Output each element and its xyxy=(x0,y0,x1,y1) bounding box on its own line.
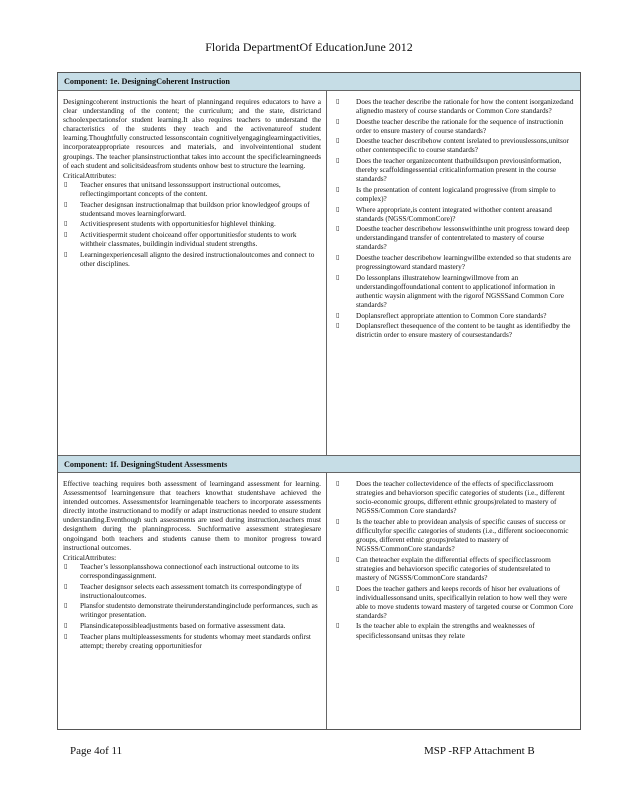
bullet-icon: ▯ xyxy=(64,582,68,590)
list-item: ▯ Is the presentation of content logicaland progressive (from simple to complex)? xyxy=(336,184,556,203)
list-item: ▯ Does the teacher gathers and keeps records of hisor her evaluations of individuallessonsand units, specificallyin relation to how well they were able to move students toward mastery of targeted course or Common Core standards? xyxy=(336,583,574,620)
list-item: ▯ Learningexperiencesall alignto the desired instructionaloutcomes and connect to other disciplines. xyxy=(64,249,315,268)
bullet-icon: ▯ xyxy=(64,230,68,238)
list-item: ▯ Doesthe teacher describe the rationale for the sequence of instructionin order to ensure mastery of course standards? xyxy=(336,116,564,135)
component-1e-description xyxy=(63,97,321,453)
list-item: ▯ Doplansreflect thesequence of the content to be taught as identifiedby the districtin order to ensure mastery of coursestandards? xyxy=(336,321,571,340)
bullet-icon: ▯ xyxy=(336,117,340,125)
list-item: ▯ Teacher ensures that unitsand lessonssupport instructional outcomes, reflectingimportant concepts of the content. xyxy=(64,179,281,198)
column-divider xyxy=(326,91,327,455)
bullet-icon: ▯ xyxy=(336,225,340,233)
bullet-icon: ▯ xyxy=(336,137,340,145)
list-item: ▯ Teacher designsor selects each assessment tomatch its correspondingtype of instructionaloutcomes. xyxy=(64,581,302,600)
bullet-icon: ▯ xyxy=(64,250,68,258)
list-item: ▯ Can theteacher explain the differential effects of specificclassroom strategies and behaviorson specific categories of studentsrelated to mastery of NGSSS/CommonCore standards? xyxy=(336,554,551,582)
list-item: ▯ Teacher plans multipleassessments for students whomay meet standards onfirst attempt; thereby creating opportunitiesfor xyxy=(64,631,311,650)
component-1f-description xyxy=(63,479,321,727)
bullet-icon: ▯ xyxy=(336,622,340,630)
bullet-icon: ▯ xyxy=(336,185,340,193)
list-item: ▯ Doplansreflect appropriate attention to Common Core standards? xyxy=(336,310,547,320)
column-divider xyxy=(326,473,327,729)
list-item: ▯ Teacher designsan instructionalmap that buildson prior knowledgeof groups of studentsand moves learningforward. xyxy=(64,199,310,218)
bullet-icon: ▯ xyxy=(64,562,68,570)
bullet-icon: ▯ xyxy=(336,584,340,592)
component-1e-questions xyxy=(334,97,574,453)
list-item: ▯ Does the teacher collectevidence of the effects of specificclassroom strategies and behaviorson specific categories of students (i.e., different socio-economic groups, different ethnic groups)related to mastery of NGSSS/Common Core standards? xyxy=(336,479,565,516)
rubric-table xyxy=(57,72,581,730)
component-heading-1e: Component: 1e. DesigningCoherent Instruction xyxy=(58,73,580,91)
bullet-icon: ▯ xyxy=(336,517,340,525)
list-item: ▯ Plansfor studentsto demonstrate theirunderstandinginclude performances, such as writingor presentation. xyxy=(64,601,318,620)
page-number: Page 4of 11 xyxy=(70,745,123,757)
list-item: ▯ Does the teacher organizecontent thatbuildsupon previousinformation, thereby scaffoldingessential criticalinformation present in the course standards? xyxy=(336,156,562,184)
question-list xyxy=(334,97,574,339)
bullet-icon: ▯ xyxy=(64,632,68,640)
bullet-icon: ▯ xyxy=(336,254,340,261)
bullet-icon: ▯ xyxy=(64,200,68,208)
critical-attributes-list xyxy=(63,180,321,268)
list-item: ▯ Is the teacher able to providean analysis of specific causes of success or difficultyfor specific categories of students (i.e., different socioeconomic groups, different ethnic groups)related to mastery of NGSSS/CommonCore standards? xyxy=(336,516,569,554)
list-item: ▯ Activitiespresent students with opportunitiesfor highlevel thinking. xyxy=(64,219,276,229)
component-1f-intro: Effective teaching requires both assessment of learningand assessment for learning. Assessmentsof learningensure that teachers knowthat studentshave achieved the intended outcomes. Assessmentsfor learningenable teachers to incorporate assessments directly intothe instructionand to modify or adapt instructionas needed to ensure student understanding.Eventhough such assessments are used during instruction,teachers must designthem during the planningprocess. Suchformative assessment strategiesare ongoingand both teachers and students canuse them to monitor progress toward instructional outcomes. xyxy=(63,479,321,552)
critical-attributes-list xyxy=(63,562,321,650)
bullet-icon: ▯ xyxy=(336,480,340,487)
critical-attributes-label: CriticalAttributes: xyxy=(63,552,117,562)
list-item: ▯ Where appropriate,is content integrated withother content areasand standards (NGSS/CommonCore)? xyxy=(336,204,552,223)
bullet-icon: ▯ xyxy=(336,157,340,165)
list-item: ▯ Doesthe teacher describehow learningwillbe extended so that students are progressingtoward standard mastery? xyxy=(336,253,572,272)
bullet-icon: ▯ xyxy=(336,273,340,281)
component-1e-intro: Designingcoherent instructionis the heart of planningand requires educators to have a clear understanding of the content; the curriculum; and the state, districtand schoolexpectationsfor student learning.It also requires teachers to understand the characteristics of the students they teach and the activenatureof student learning.Thoughtfully constructed lessonscontain cognitivelyengaginglearningactivities, incorporateappropriate resources and materials, and involveintentional student groupings. The teacher plansinstructionthat takes into account the specificlearningneeds of each student and solicitsideasfrom students onhow best to structure the learning. xyxy=(63,97,321,170)
attachment-label: MSP -RFP Attachment B xyxy=(424,745,535,757)
bullet-icon: ▯ xyxy=(336,98,340,105)
list-item: ▯ Do lessonplans illustratehow learningwillmove from an understandingoffoundational content to applicationof information in authentic waysin alignment with the rigorof NGSSSand Common Core standards? xyxy=(336,272,564,309)
list-item: ▯ Does the teacher describe the rationale for how the content isorganizedand alignedto mastery of course standards or Common Core standards? xyxy=(336,97,574,116)
list-item: ▯ Is the teacher able to explain the strengths and weaknesses of specificlessonsand unitsas they relate xyxy=(336,621,535,640)
list-item: ▯ Doesthe teacher describehow content isrelated to previouslessons,unitsor other contentspecific to course standards? xyxy=(336,136,569,155)
bullet-icon: ▯ xyxy=(336,322,340,330)
list-item: ▯ Teacher’s lessonplansshowa connectionof each instructional outcome to its correspondingassignment. xyxy=(64,561,299,580)
list-item: ▯ Activitiespermit student choiceand offer opportunitiesfor students to work withtheir classmates, buildingin individual student strengths. xyxy=(64,229,297,248)
component-heading-1f: Component: 1f. DesigningStudent Assessments xyxy=(58,455,580,473)
list-item: ▯ Plansindicatepossibleadjustments based on formative assessment data. xyxy=(64,620,286,630)
bullet-icon: ▯ xyxy=(336,555,340,563)
bullet-icon: ▯ xyxy=(64,180,68,188)
bullet-icon: ▯ xyxy=(64,602,68,610)
bullet-icon: ▯ xyxy=(336,311,340,319)
bullet-icon: ▯ xyxy=(64,621,68,629)
critical-attributes-label: CriticalAttributes: xyxy=(63,170,117,180)
question-list xyxy=(334,479,574,640)
bullet-icon: ▯ xyxy=(64,220,68,228)
component-1f-questions xyxy=(334,479,574,727)
bullet-icon: ▯ xyxy=(336,205,340,213)
list-item: ▯ Doesthe teacher describehow lessonswithinthe unit progress toward deep understandingand transfer of contentrelated to mastery of course standards? xyxy=(336,224,570,252)
page-header-title: Florida DepartmentOf EducationJune 2012 xyxy=(205,40,413,54)
